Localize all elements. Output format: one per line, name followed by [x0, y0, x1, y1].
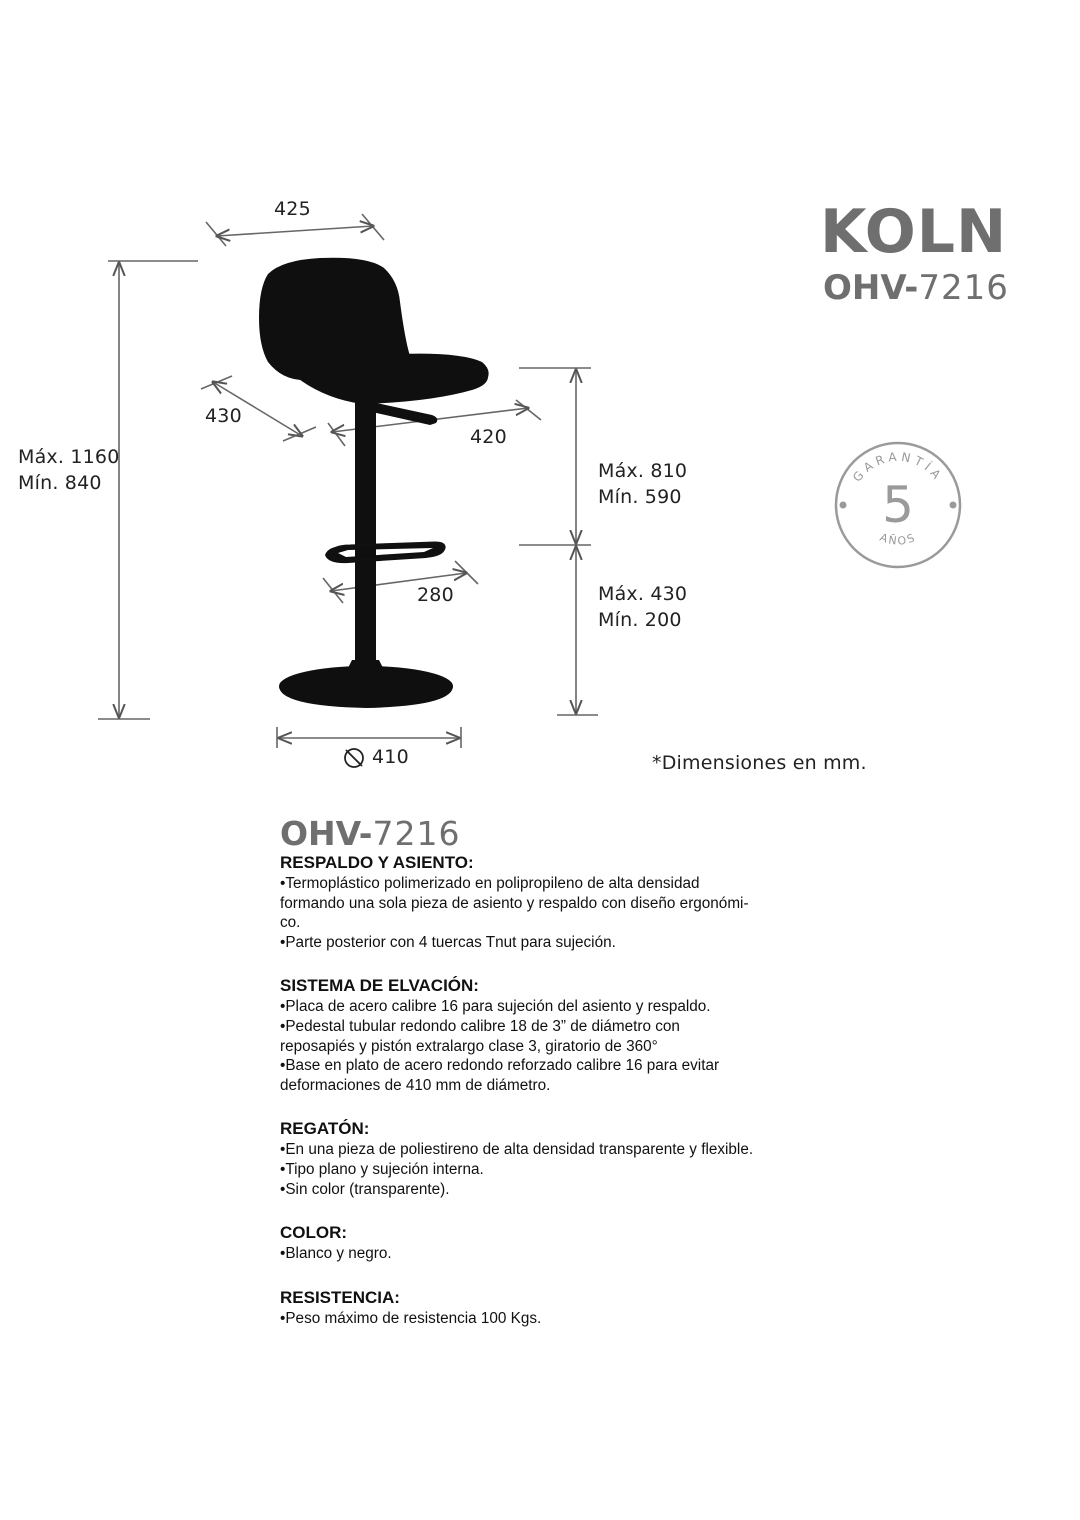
dim-label-seat-height-max: Máx. 810: [598, 460, 688, 482]
dim-label-top-width: 425: [274, 198, 311, 220]
dimension-line-base: [277, 727, 461, 748]
section-title: RESISTENCIA:: [280, 1287, 400, 1307]
model-code-prefix: OHV-: [823, 268, 919, 308]
spec-section-resistance: [280, 1287, 820, 1329]
spec-line: reposapiés y pistón extralargo clase 3, giratorio de 360°: [280, 1037, 658, 1055]
spec-line: •Tipo plano y sujeción interna.: [280, 1160, 484, 1178]
warranty-top-text: GARANTÍA: [849, 449, 947, 485]
dim-label-seat-depth: 430: [205, 405, 242, 427]
spec-line: •Peso máximo de resistencia 100 Kgs.: [280, 1309, 542, 1327]
warranty-seal: [830, 437, 966, 573]
chair-silhouette: [259, 258, 489, 708]
section-title: RESPALDO Y ASIENTO:: [280, 853, 474, 872]
spec-code-prefix: OHV-: [280, 814, 373, 853]
spec-line: co.: [280, 914, 301, 932]
spec-line: •Pedestal tubular redondo calibre 18 de 3” de diámetro con: [280, 1017, 680, 1035]
spec-line: formando una sola pieza de asiento y respaldo con diseño ergonómi-: [280, 894, 749, 912]
spec-section-color: [280, 1222, 820, 1264]
model-code: [823, 266, 1009, 310]
spec-line: •Placa de acero calibre 16 para sujeción del asiento y respaldo.: [280, 998, 711, 1016]
dimension-line-seat-height: [519, 368, 591, 545]
section-title: SISTEMA DE ELVACIÓN:: [280, 976, 479, 996]
section-title: REGATÓN:: [280, 1119, 370, 1139]
dim-label-base: 410: [372, 746, 409, 768]
spec-line: •En una pieza de poliestireno de alta densidad transparente y flexible.: [280, 1141, 754, 1159]
dim-label-footrest-height-min: Mín. 200: [598, 609, 682, 631]
dimension-line-footrest: [323, 561, 478, 603]
dimension-line-footrest-height: [557, 547, 598, 715]
spec-code-number: 7216: [372, 814, 461, 853]
model-code-number: 7216: [918, 268, 1009, 308]
spec-line: •Termoplástico polimerizado en polipropileno de alta densidad: [280, 875, 700, 892]
spec-line: •Blanco y negro.: [280, 1245, 392, 1263]
diameter-icon: [345, 749, 363, 767]
warranty-years: 5: [882, 476, 914, 534]
spec-section-elevation: [280, 975, 820, 1095]
spec-line: deformaciones de 410 mm de diámetro.: [280, 1076, 551, 1094]
spec-line: •Sin color (transparente).: [280, 1180, 450, 1198]
spec-section-glide: [280, 1118, 820, 1199]
spec-code: [280, 814, 820, 854]
model-name: KOLN: [820, 197, 1008, 267]
units-note: *Dimensiones en mm.: [652, 752, 867, 774]
spec-line: •Parte posterior con 4 tuercas Tnut para sujeción.: [280, 933, 616, 951]
dim-label-footrest: 280: [417, 584, 454, 606]
section-title: COLOR:: [280, 1223, 348, 1243]
dim-label-footrest-height-max: Máx. 430: [598, 583, 688, 605]
dim-label-seat-width: 420: [470, 426, 507, 448]
spec-section-backrest-seat: [280, 852, 820, 952]
specifications: [280, 814, 820, 1351]
dim-label-total-height-min: Mín. 840: [18, 472, 102, 494]
spec-line: •Base en plato de acero redondo reforzado calibre 16 para evitar: [280, 1057, 720, 1075]
warranty-bottom-text: AÑOS: [877, 530, 919, 548]
dim-label-seat-height-min: Mín. 590: [598, 486, 682, 508]
dimension-line-total-height: [98, 261, 198, 719]
dim-label-total-height-max: Máx. 1160: [18, 446, 120, 468]
